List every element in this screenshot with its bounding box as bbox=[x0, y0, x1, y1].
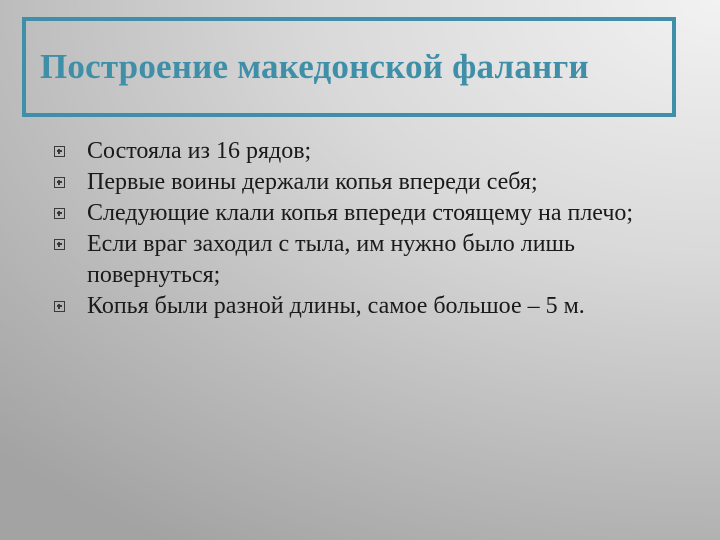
boxed-plus-icon bbox=[54, 177, 65, 188]
boxed-plus-icon bbox=[54, 301, 65, 312]
bullet-item-2 bbox=[52, 167, 682, 198]
bullet-text: Состояла из 16 рядов; bbox=[87, 138, 312, 164]
bullet-text: Копья были разной длины, самое большое – 5 м. bbox=[87, 293, 585, 319]
bullet-item-5 bbox=[52, 291, 682, 322]
boxed-plus-icon bbox=[54, 208, 65, 219]
bullet-item-4 bbox=[52, 229, 682, 291]
boxed-plus-icon bbox=[54, 239, 65, 250]
bullet-item-1 bbox=[52, 136, 682, 167]
bullet-text: Первые воины держали копья впереди себя; bbox=[87, 169, 538, 195]
slide-content bbox=[52, 136, 682, 322]
bullet-list bbox=[52, 136, 682, 322]
bullet-text: Следующие клали копья впереди стоящему на плечо; bbox=[87, 200, 634, 226]
bullet-item-3 bbox=[52, 198, 682, 229]
bullet-text: Если враг заходил с тыла, им нужно было лишь повернуться; bbox=[87, 231, 575, 288]
boxed-plus-icon bbox=[54, 146, 65, 157]
title-box bbox=[22, 17, 676, 117]
slide-title: Построение македонской фаланги bbox=[40, 47, 589, 86]
